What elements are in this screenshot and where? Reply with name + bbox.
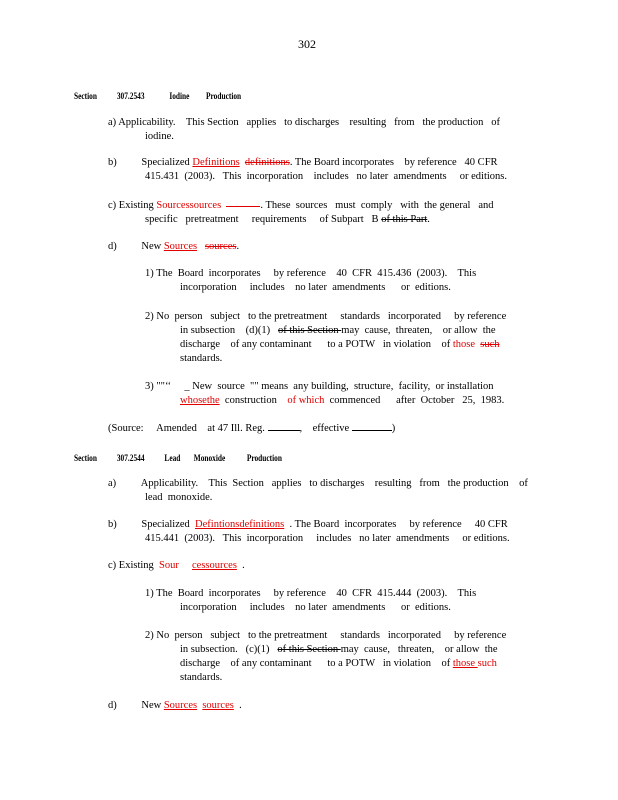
deleted-text: of this Section: [277, 644, 341, 655]
strike-line: [226, 205, 260, 207]
section-title: Lead: [164, 453, 181, 463]
text: Specialized: [141, 157, 193, 168]
subsection-d: [108, 240, 239, 254]
paragraph-line: 1) The Board incorporates by reference 40 CFR 415.444 (2003). This: [145, 588, 477, 599]
text: in subsection. (c)(1): [180, 644, 278, 655]
deleted-text: such: [480, 339, 500, 350]
deleted-text: of this Part: [381, 214, 428, 225]
blank-line: [268, 421, 300, 431]
subsection-marker: d): [108, 700, 117, 711]
subsection-marker: a): [108, 478, 117, 489]
paragraph-line: 1) The Board incorporates by reference 40 CFR 415.436 (2003). This: [145, 268, 477, 279]
paragraph-line: 415.441 (2003). This incorporation includes no later amendments or editions.: [145, 533, 510, 544]
text: .: [427, 214, 430, 225]
inserted-text: those: [452, 658, 478, 669]
section-number: 307.2544: [116, 453, 145, 463]
inserted-text: Sour: [159, 560, 179, 571]
inserted-text: Sources: [163, 241, 198, 252]
text: specific pretreatment requirements of Subpart B: [145, 214, 382, 225]
inserted-text: Defintions: [195, 519, 240, 530]
source-note: [108, 421, 395, 436]
text: . These sources must comply with the general and: [260, 200, 494, 211]
paragraph-line: standards.: [180, 353, 223, 364]
inserted-text: Definitions: [192, 157, 240, 168]
section-number: 307.2543: [116, 91, 145, 101]
text: .: [233, 700, 242, 711]
inserted-text: sources: [189, 200, 222, 211]
text: ): [391, 423, 396, 434]
text: , effective: [299, 423, 350, 434]
item-d3: [145, 380, 504, 408]
item-d2: [145, 310, 506, 366]
section-title: Monoxide: [193, 453, 226, 463]
subsection-a: [108, 116, 500, 144]
item-marker: 3) ""‘‘: [145, 381, 172, 392]
deleted-text: sources: [204, 241, 237, 252]
text: discharge of any contaminant to a POTW in violation of: [180, 658, 453, 669]
subsection-d: [108, 699, 242, 713]
subsection-marker: d): [108, 241, 117, 252]
subsection-marker: b): [108, 519, 117, 530]
text: .: [236, 560, 245, 571]
text: (Source: Amended at 47 Ill. Reg.: [108, 423, 265, 434]
page-number: 302: [298, 37, 316, 51]
text: Applicability. This Section applies to discharges resulting from the production of: [140, 478, 528, 489]
section-heading: [74, 451, 282, 465]
subsection-a: [108, 477, 528, 505]
subsection-b: [108, 518, 510, 546]
paragraph-line: incorporation includes no later amendments or editions.: [180, 602, 451, 613]
text: New: [141, 241, 164, 252]
inserted-text: Sources: [163, 700, 198, 711]
inserted-text: cessources: [192, 560, 237, 571]
inserted-text: sources: [202, 700, 234, 711]
text: may cause, threaten, or allow the: [341, 325, 496, 336]
text: New: [141, 700, 164, 711]
deleted-text: of this Section: [277, 325, 342, 336]
blank-line: [352, 421, 392, 431]
text: construction: [219, 395, 288, 406]
text: in subsection (d)(1): [180, 325, 278, 336]
subsection-marker: b): [108, 157, 117, 168]
deleted-text: definitions: [244, 157, 290, 168]
paragraph-line: 2) No person subject to the pretreatment standards incorporated by reference: [145, 630, 507, 641]
text: discharge of any contaminant to a POTW in violation of: [180, 339, 453, 350]
item-c1: [145, 587, 476, 615]
inserted-text: those: [452, 339, 476, 350]
text: may cause, threaten, or allow the: [340, 644, 498, 655]
subsection-c: [108, 199, 494, 227]
paragraph-line: lead monoxide.: [145, 492, 213, 503]
section-title: Production: [246, 453, 282, 463]
item-d1: [145, 267, 476, 295]
paragraph-line: incorporation includes no later amendments or editions.: [180, 282, 451, 293]
text: .: [236, 241, 240, 252]
inserted-text: such: [477, 658, 497, 669]
subsection-c: [108, 559, 245, 573]
inserted-text: whose: [180, 395, 207, 406]
section-label: Section: [74, 453, 97, 463]
paragraph-line: a) Applicability. This Section applies to discharges resulting from the production of: [108, 117, 501, 128]
text: c) Existing: [108, 200, 157, 211]
text: . The Board incorporates by reference 40 CFR: [284, 519, 508, 530]
paragraph-line: standards.: [180, 672, 223, 683]
text: commenced after October 25, 1983.: [324, 395, 505, 406]
text: c) Existing: [108, 560, 160, 571]
inserted-text: of which: [287, 395, 325, 406]
paragraph-line: 2) No person subject to the pretreatment standards incorporated by reference: [145, 311, 507, 322]
inserted-text: the: [206, 395, 220, 406]
subsection-b: [108, 156, 507, 184]
inserted-text: Sources: [156, 200, 190, 211]
text: _ New source "" means any building, structure, facility, or installation: [179, 381, 494, 392]
section-title: Production: [206, 91, 242, 101]
section-title: Iodine: [169, 91, 190, 101]
item-c2: [145, 629, 506, 685]
paragraph-line: iodine.: [145, 131, 174, 142]
paragraph-line: 415.431 (2003). This incorporation includes no later amendments or editions.: [145, 171, 507, 182]
text: . The Board incorporates by reference 40 CFR: [289, 157, 498, 168]
text: Specialized: [141, 519, 196, 530]
section-heading: [74, 89, 241, 103]
section-label: Section: [74, 91, 97, 101]
inserted-text: definitions: [239, 519, 285, 530]
